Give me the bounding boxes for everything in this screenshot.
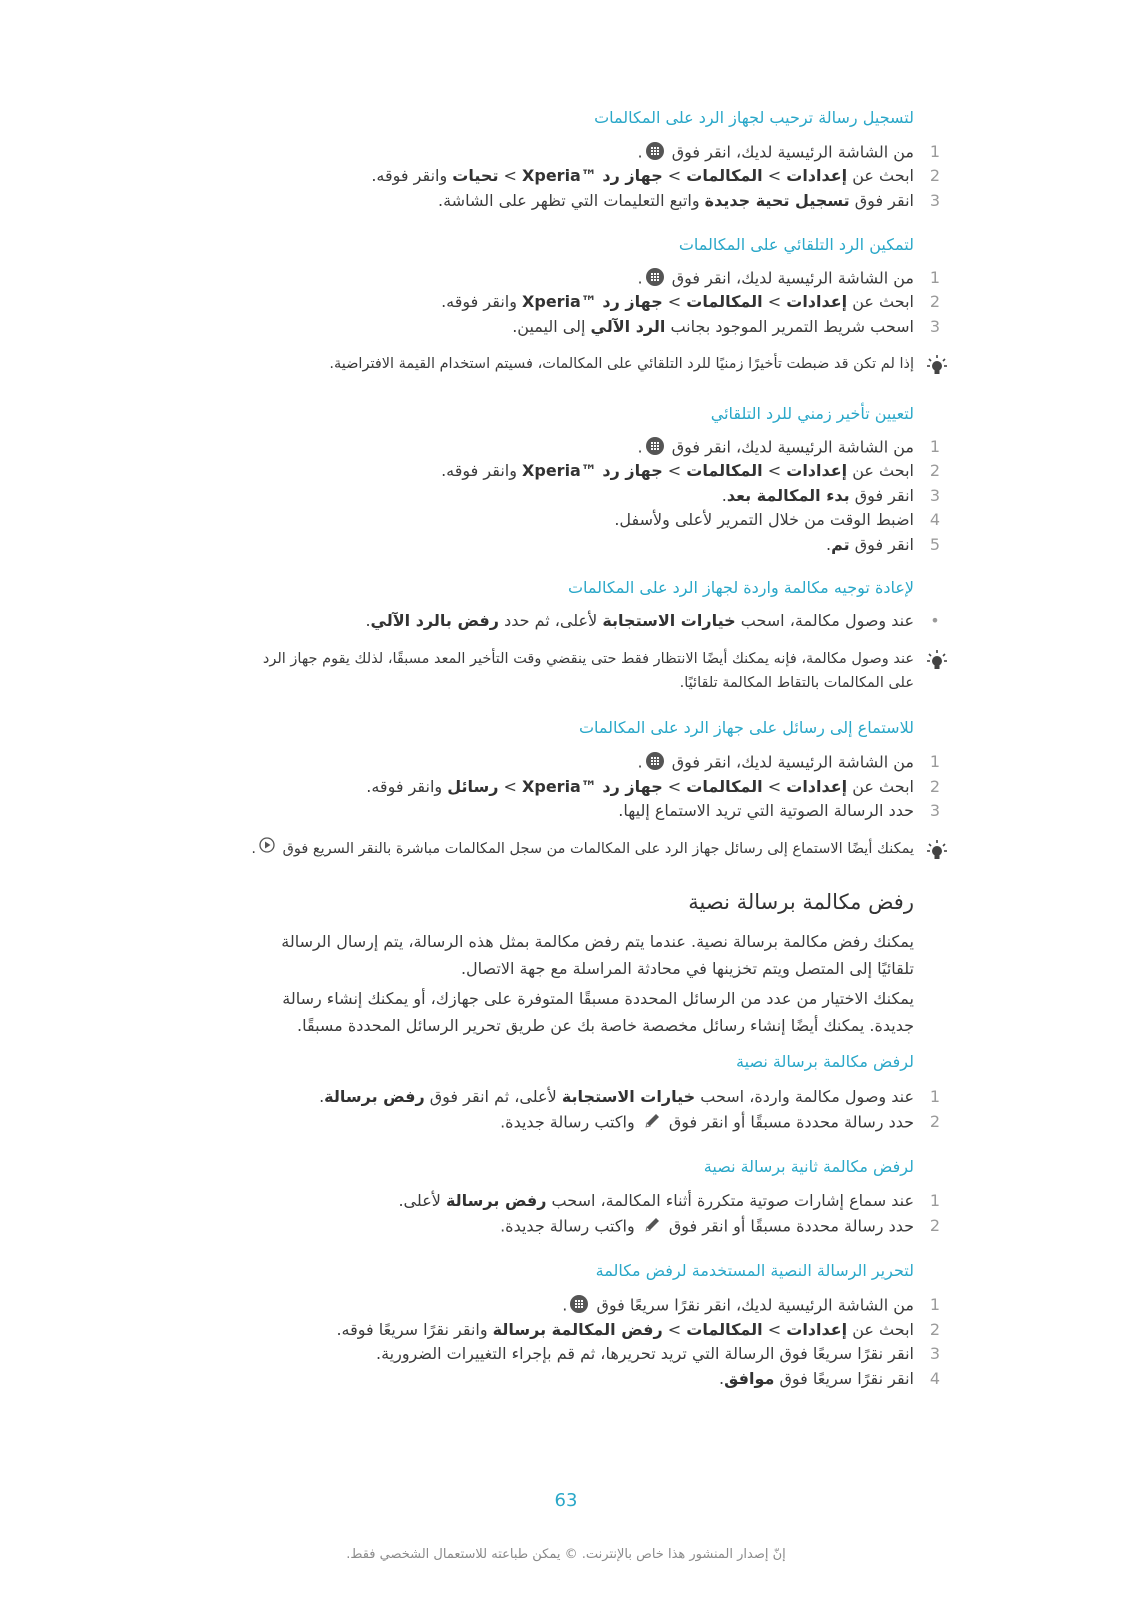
footer-note: إنّ إصدار المنشور هذا خاص بالإنترنت. © يمكن طباعته للاستعمال الشخصي فقط. [346, 1547, 786, 1562]
apps-grid-icon [646, 437, 664, 459]
step: 1 من الشاشة الرئيسية لديك، انقر فوق . [160, 142, 914, 166]
step: 1 من الشاشة الرئيسية لديك، انقر فوق . [160, 437, 914, 461]
apps-grid-icon [646, 752, 664, 774]
step: 1 من الشاشة الرئيسية لديك، انقر نقرًا سريعًا فوق . [160, 1295, 914, 1319]
paragraph: يمكنك رفض مكالمة برسالة نصية. عندما يتم رفض مكالمة بمثل هذه الرسالة، يتم إرسال الرسالة تلقائيًا إلى المتصل ويتم تخزينها في محادثة المراسلة مع جهة الاتصال. [281, 932, 914, 978]
page-number: 63 [554, 1490, 578, 1511]
section-title: لإعادة توجيه مكالمة واردة لجهاز الرد على المكالمات [567, 578, 914, 597]
step: 3 انقر فوق بدء المكالمة بعد. [721, 486, 941, 505]
step: 4 اضبط الوقت من خلال التمرير لأعلى ولأسفل. [614, 510, 941, 529]
tip-note: يمكنك أيضًا الاستماع إلى رسائل جهاز الرد على المكالمات من سجل المكالمات مباشرة بالنقر السريع فوق . [200, 837, 914, 861]
pencil-icon [643, 1216, 661, 1238]
section-title: لتعيين تأخير زمني للرد التلقائي [710, 404, 914, 423]
paragraph: يمكنك الاختيار من عدد من الرسائل المحددة مسبقًا المتوفرة على جهازك، أو يمكنك إنشاء رسالة جديدة. يمكنك أيضًا إنشاء رسائل مخصصة خاصة بك عن طريق تحرير الرسائل المحددة مسبقًا. [282, 989, 914, 1035]
step: 2 حدد رسالة محددة مسبقًا أو انقر فوق واكتب رسالة جديدة. [160, 1216, 914, 1240]
tip-lightbulb-icon [926, 649, 948, 671]
step: 2 حدد رسالة محددة مسبقًا أو انقر فوق واكتب رسالة جديدة. [160, 1112, 914, 1136]
section-title: لتمكين الرد التلقائي على المكالمات [678, 235, 914, 254]
step: 3 حدد الرسالة الصوتية التي تريد الاستماع إليها. [618, 801, 941, 820]
section-title: لتسجيل رسالة ترحيب لجهاز الرد على المكالمات [594, 108, 914, 127]
step: 1 من الشاشة الرئيسية لديك، انقر فوق . [160, 752, 914, 776]
step: 2 ابحث عن إعدادات > المكالمات > جهاز رد ™Xperia وانقر فوقه. [441, 461, 941, 480]
step: 5 انقر فوق تم. [826, 535, 941, 554]
section-heading: رفض مكالمة برسالة نصية [688, 890, 914, 914]
step: 2 ابحث عن إعدادات > المكالمات > جهاز رد ™Xperia > رسائل وانقر فوقه. [366, 777, 941, 796]
step: 1 من الشاشة الرئيسية لديك، انقر فوق . [160, 268, 914, 292]
apps-grid-icon [570, 1295, 588, 1317]
step: 2 ابحث عن إعدادات > المكالمات > رفض المكالمة برسالة وانقر نقرًا سريعًا فوقه. [336, 1320, 941, 1339]
bullet-item: • عند وصول مكالمة، اسحب خيارات الاستجابة لأعلى، ثم حدد رفض بالرد الآلي. [365, 611, 940, 630]
play-circle-icon [259, 837, 275, 861]
apps-grid-icon [646, 268, 664, 290]
step: 3 اسحب شريط التمرير الموجود بجانب الرد الآلي إلى اليمين. [512, 317, 941, 336]
step: 2 ابحث عن إعدادات > المكالمات > جهاز رد ™Xperia وانقر فوقه. [441, 292, 941, 311]
apps-grid-icon [646, 142, 664, 164]
step: 1 عند وصول مكالمة واردة، اسحب خيارات الاستجابة لأعلى، ثم انقر فوق رفض برسالة. [319, 1087, 941, 1106]
tip-note: إذا لم تكن قد ضبطت تأخيرًا زمنيًا للرد التلقائي على المكالمات، فسيتم استخدام القيمة الافتراضية. [200, 352, 914, 376]
step: 2 ابحث عن إعدادات > المكالمات > جهاز رد ™Xperia > تحيات وانقر فوقه. [371, 166, 941, 185]
pencil-icon [643, 1112, 661, 1134]
tip-note: عند وصول مكالمة، فإنه يمكنك أيضًا الانتظار فقط حتى ينقضي وقت التأخير المعد مسبقًا، لذلك يقوم جهاز الرد على المكالمات بالتقاط المكالمة تلقائيًا. [200, 647, 914, 695]
step: 1 عند سماع إشارات صوتية متكررة أثناء المكالمة، اسحب رفض برسالة لأعلى. [398, 1191, 941, 1210]
section-title: لرفض مكالمة ثانية برسالة نصية [703, 1157, 914, 1176]
step: 3 انقر فوق تسجيل تحية جديدة واتبع التعليمات التي تظهر على الشاشة. [438, 191, 941, 210]
tip-lightbulb-icon [926, 354, 948, 376]
section-title: لتحرير الرسالة النصية المستخدمة لرفض مكالمة [595, 1261, 914, 1280]
step: 3 انقر نقرًا سريعًا فوق الرسالة التي تريد تحريرها، ثم قم بإجراء التغييرات الضرورية. [375, 1344, 941, 1363]
step: 4 انقر نقرًا سريعًا فوق موافق. [718, 1369, 941, 1388]
tip-lightbulb-icon [926, 839, 948, 861]
section-title: للاستماع إلى رسائل على جهاز الرد على المكالمات [578, 718, 914, 737]
section-title: لرفض مكالمة برسالة نصية [736, 1052, 914, 1071]
